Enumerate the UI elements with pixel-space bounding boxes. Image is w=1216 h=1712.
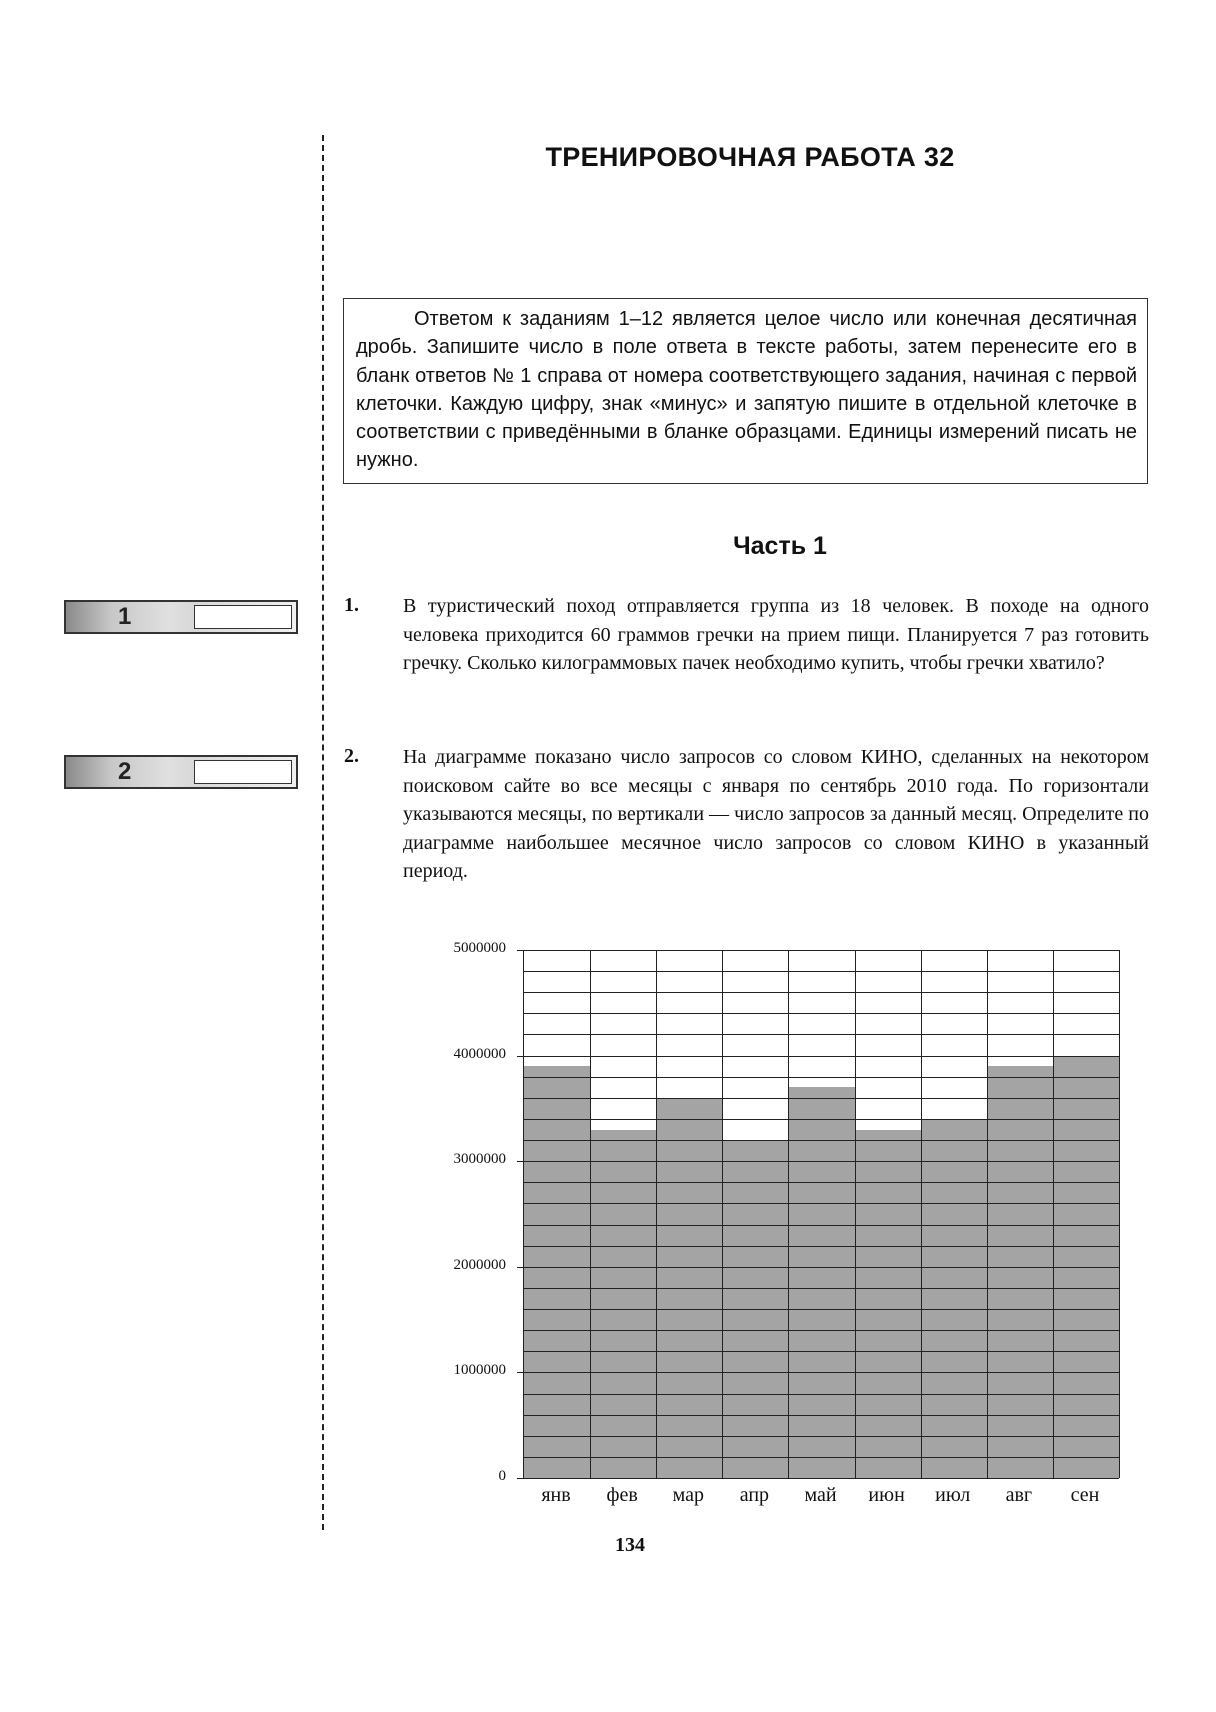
gridline-horizontal	[524, 1394, 1119, 1395]
part-title: Часть 1	[733, 532, 827, 560]
y-axis-tick-label: 3000000	[453, 1151, 506, 1168]
x-axis-label: апр	[739, 1484, 770, 1506]
gridline-horizontal	[524, 1330, 1119, 1331]
chart-bar	[788, 1087, 854, 1478]
chart-plot-area	[523, 950, 1119, 1479]
x-axis-label: июл	[935, 1484, 971, 1506]
answer-box-number: 2	[118, 758, 132, 785]
gridline-horizontal	[524, 1309, 1119, 1310]
chart-bar	[987, 1066, 1053, 1478]
x-axis-label: июн	[868, 1484, 905, 1506]
gridline-horizontal	[524, 1436, 1119, 1437]
y-axis-tick-label: 0	[498, 1468, 506, 1484]
cut-line	[322, 135, 324, 1530]
task-text-2: На диаграмме показано число запросов со словом КИНО, сделанных на некотором поисковом сайте во все месяцы с января по сентябрь 2010 года. По горизонтали указываются месяцы, по вертикали — число запросов за данный месяц. Определите по диаграмме наибольшее месячное число запросов со словом КИНО в указанный период.	[403, 746, 1149, 882]
gridline-vertical	[722, 950, 723, 1478]
gridline-horizontal	[524, 1077, 1119, 1078]
gridline-horizontal	[524, 1246, 1119, 1247]
answer-box-1	[64, 600, 298, 634]
gridline-horizontal	[524, 1372, 1119, 1373]
y-axis-tick-mark	[517, 1056, 523, 1057]
gridline-horizontal	[524, 950, 1119, 951]
gridline-vertical	[656, 950, 657, 1478]
gridline-horizontal	[524, 1351, 1119, 1352]
x-axis-label: сен	[1070, 1484, 1100, 1506]
gridline-horizontal	[524, 1203, 1119, 1204]
gridline-horizontal	[524, 1457, 1119, 1458]
answer-field-2[interactable]	[194, 760, 292, 784]
gridline-vertical	[855, 950, 856, 1478]
answer-box-number: 1	[118, 603, 132, 630]
chart-bar	[524, 1066, 590, 1478]
task-number-2: 2.	[344, 745, 359, 767]
y-axis-tick-mark	[517, 1161, 523, 1162]
page-number: 134	[615, 1534, 645, 1556]
x-axis-label: май	[804, 1484, 837, 1506]
gridline-vertical	[788, 950, 789, 1478]
answer-field-1[interactable]	[194, 605, 292, 629]
gridline-horizontal	[524, 1140, 1119, 1141]
y-axis-tick-mark	[517, 1267, 523, 1268]
task-text-1: В туристический поход отправляется группа из 18 человек. В походе на одного человека приходится 60 граммов гречки на прием пищи. Планируется 7 раз готовить гречку. Сколько килограммовых пачек необходимо купить, чтобы гречки хватило?	[403, 595, 1149, 674]
gridline-horizontal	[524, 992, 1119, 993]
gridline-horizontal	[524, 1013, 1119, 1014]
gridline-horizontal	[524, 1161, 1119, 1162]
y-axis-tick-label: 1000000	[453, 1362, 506, 1379]
gridline-vertical	[987, 950, 988, 1478]
y-axis-tick-label: 2000000	[453, 1256, 506, 1273]
gridline-horizontal	[524, 1288, 1119, 1289]
x-axis-label: авг	[1005, 1484, 1033, 1506]
gridline-horizontal	[524, 1225, 1119, 1226]
gridline-horizontal	[524, 1267, 1119, 1268]
x-axis-label: мар	[672, 1484, 704, 1506]
gridline-horizontal	[524, 1119, 1119, 1120]
y-axis-tick-mark	[517, 1372, 523, 1373]
y-axis-tick-mark	[517, 950, 523, 951]
gridline-horizontal	[524, 1415, 1119, 1416]
instructions-box: Ответом к заданиям 1–12 является целое число или конечная десятичная дробь. Запишите число в поле ответа в тексте работы, затем перенесите его в бланк ответов № 1 справа от номера соответствующего задания, начиная с первой клеточки. Каждую цифру, знак «минус» и запятую пишите в отдельной клеточке в соответствии с приведёнными в бланке образцами. Единицы измерений писать не нужно.	[343, 298, 1148, 484]
y-axis-tick-mark	[517, 1478, 523, 1479]
bar-chart	[400, 930, 1160, 1520]
gridline-horizontal	[524, 1182, 1119, 1183]
y-axis-tick-label: 5000000	[453, 940, 506, 956]
x-axis-label: фев	[606, 1484, 638, 1506]
gridline-vertical	[921, 950, 922, 1478]
gridline-vertical	[1119, 950, 1120, 1478]
x-axis-label: янв	[541, 1484, 571, 1506]
gridline-horizontal	[524, 1056, 1119, 1057]
y-axis-tick-label: 4000000	[453, 1045, 506, 1062]
chart-bar	[921, 1119, 987, 1478]
page-title: ТРЕНИРОВОЧНАЯ РАБОТА 32	[545, 142, 955, 172]
gridline-vertical	[1053, 950, 1054, 1478]
task-number-1: 1.	[344, 594, 359, 616]
gridline-horizontal	[524, 1098, 1119, 1099]
gridline-horizontal	[524, 1034, 1119, 1035]
gridline-vertical	[590, 950, 591, 1478]
answer-box-2	[64, 755, 298, 789]
gridline-horizontal	[524, 971, 1119, 972]
